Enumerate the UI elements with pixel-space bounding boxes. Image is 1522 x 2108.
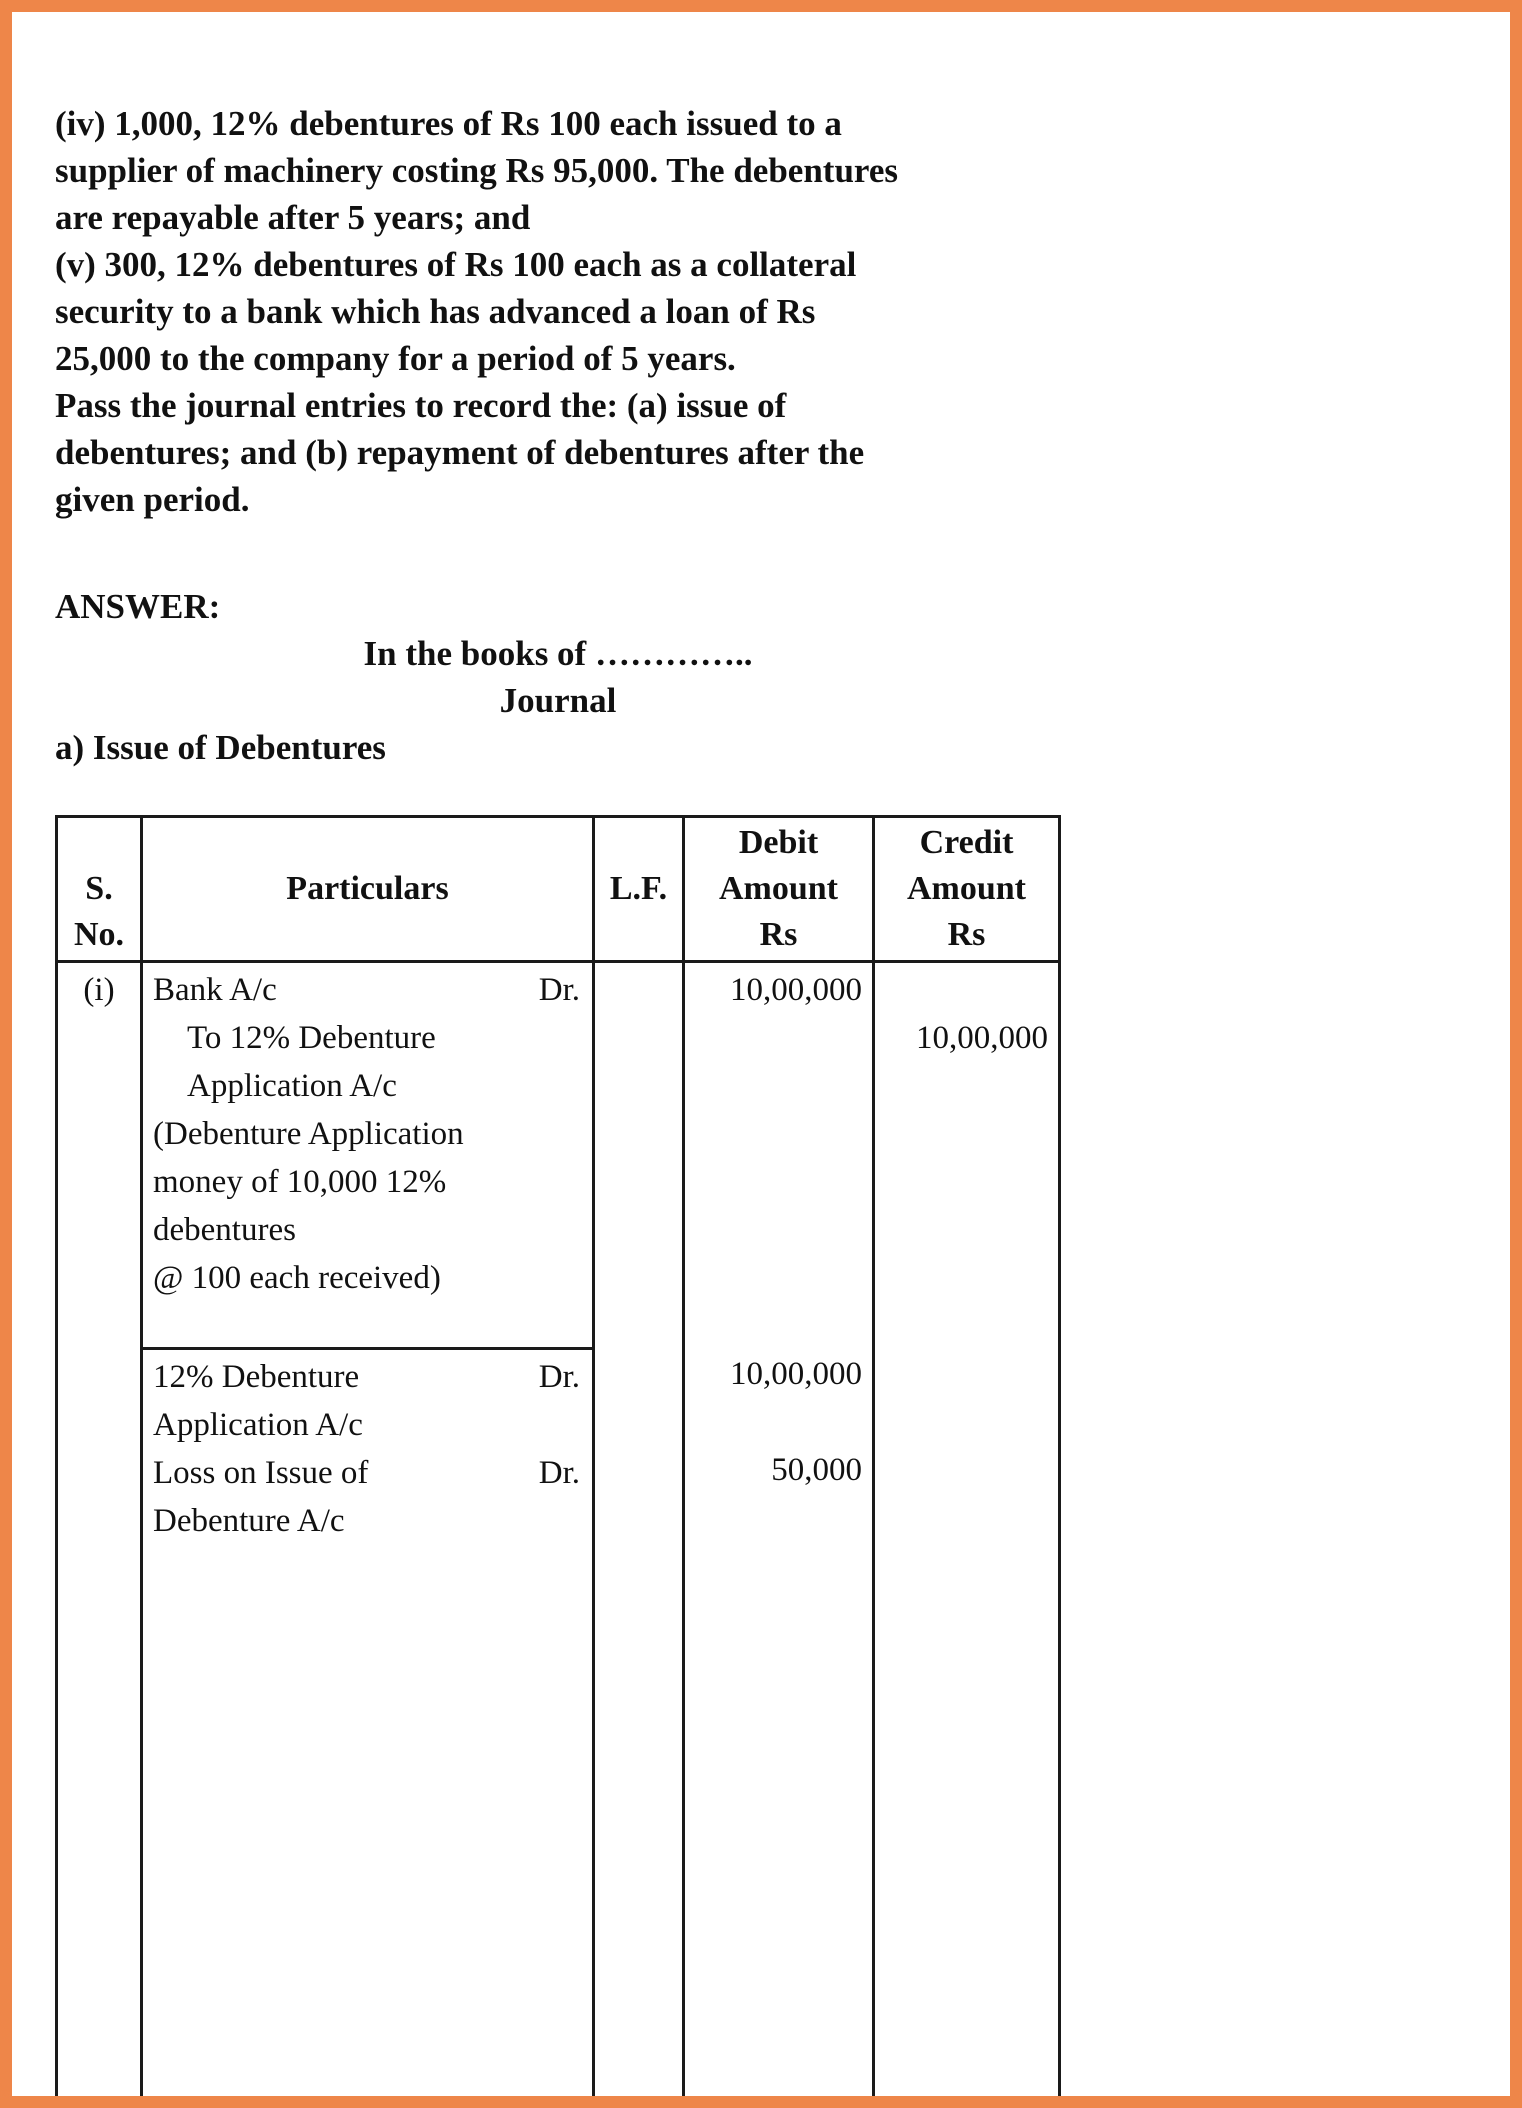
empty-amount-slot [875, 966, 1058, 1014]
col-header-credit-line: Amount [906, 870, 1027, 907]
debit-amount: 10,00,000 [730, 972, 862, 1008]
col-header-lf [595, 818, 685, 960]
col-header-particulars [143, 818, 595, 960]
narration-line: debentures [153, 1212, 296, 1248]
answer-label: ANSWER: [55, 587, 221, 626]
debit-amount: 50,000 [771, 1452, 862, 1488]
question-line: security to a bank which has advanced a loan of Rs [55, 292, 816, 331]
col-header-sno-line: S. [85, 870, 113, 907]
particulars-line: Debenture A/c [153, 1503, 345, 1539]
question-line: 25,000 to the company for a period of 5 years. [55, 339, 736, 378]
question-line: (iv) 1,000, 12% debentures of Rs 100 each issued to a [55, 104, 842, 143]
cell-lf-entry2 [595, 1347, 685, 2096]
question-line: are repayable after 5 years; and [55, 198, 531, 237]
particulars-line: To 12% Debenture [187, 1020, 436, 1056]
question-line: Pass the journal entries to record the: (a) issue of [55, 386, 787, 425]
narration-line: (Debenture Application [153, 1116, 464, 1152]
journal-table-header [58, 818, 1058, 963]
journal-table-body [58, 963, 1058, 2096]
particulars-line: Application A/c [153, 1407, 363, 1443]
cell-credit-entry2 [875, 1347, 1058, 2096]
journal-table [55, 815, 1061, 2096]
dr-label: Dr. [538, 1455, 580, 1491]
particulars-line [153, 1449, 580, 1497]
narration-line: @ 100 each received) [153, 1260, 441, 1296]
col-header-credit-line: Rs [947, 916, 986, 953]
sno-value: (i) [83, 972, 115, 1008]
cell-credit-entry1 [875, 963, 1058, 1347]
cell-debit-entry2 [685, 1347, 875, 2096]
dr-label: Dr. [538, 1359, 580, 1395]
particulars-line [153, 1353, 580, 1401]
account-name: Loss on Issue of [153, 1455, 369, 1491]
particulars-line: Application A/c [187, 1068, 397, 1104]
question-line: debentures; and (b) repayment of debentures after the [55, 433, 865, 472]
col-header-debit [685, 818, 875, 960]
col-header-credit [875, 818, 1058, 960]
section-heading: a) Issue of Debentures [55, 728, 386, 767]
narration-line: money of 10,000 12% [153, 1164, 447, 1200]
question-line: given period. [55, 480, 250, 519]
col-header-debit-line: Amount [718, 870, 839, 907]
question-line: supplier of machinery costing Rs 95,000. The debentures [55, 151, 898, 190]
col-header-credit-line: Credit [919, 824, 1014, 861]
answer-block [55, 583, 1061, 771]
account-name: Bank A/c [153, 972, 277, 1008]
col-header-debit-line: Rs [759, 916, 798, 953]
cell-particulars-entry1 [143, 963, 595, 1347]
cell-debit-entry1 [685, 963, 875, 1347]
question-text-block [55, 100, 1070, 523]
cell-lf-entry1 [595, 963, 685, 1347]
debit-amount: 10,00,000 [730, 1356, 862, 1392]
account-name: 12% Debenture [153, 1359, 360, 1395]
particulars-line [153, 966, 580, 1014]
col-header-particulars-label: Particulars [286, 870, 449, 907]
question-line: (v) 300, 12% debentures of Rs 100 each as a collateral [55, 245, 857, 284]
empty-amount-slot [685, 1398, 872, 1446]
col-header-debit-line: Debit [738, 824, 819, 861]
col-header-lf-label: L.F. [609, 870, 668, 907]
credit-amount: 10,00,000 [916, 1020, 1048, 1056]
dr-label: Dr. [538, 972, 580, 1008]
col-header-sno [58, 818, 143, 960]
book-heading: In the books of ………….. [363, 634, 753, 673]
journal-heading: Journal [499, 681, 617, 720]
cell-sno [58, 963, 143, 1347]
cell-sno-entry2 [58, 1347, 143, 2096]
col-header-sno-line: No. [73, 916, 125, 953]
cell-particulars-entry2 [143, 1347, 595, 2096]
